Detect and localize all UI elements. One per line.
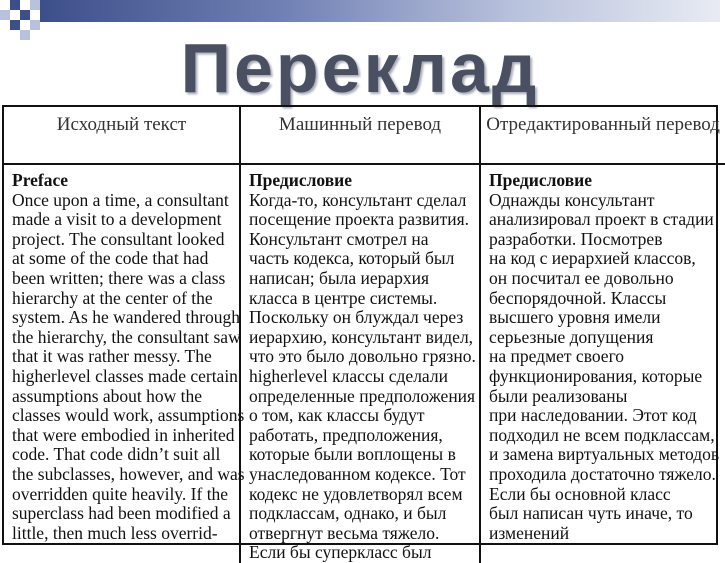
square-icon <box>10 0 20 10</box>
text-line: assumptions about how the <box>12 385 203 406</box>
text-line: разработки. Посмотрев <box>489 228 663 249</box>
text-line: hierarchy at the center of the <box>12 287 213 308</box>
text-line: been written; there was a class <box>12 267 226 288</box>
text-line: at some of the code that had <box>12 248 209 269</box>
square-icon <box>0 10 10 20</box>
source-text-cell <box>4 165 245 563</box>
text-line: that were embodied in inherited <box>12 424 235 445</box>
header-source-text: Исходный текст <box>4 107 241 165</box>
text-line: определенные предположения <box>249 385 476 406</box>
source-heading: Preface <box>12 170 69 190</box>
text-line: the subclasses, however, and was <box>12 463 245 484</box>
text-line: little, then much less overrid- <box>12 522 218 543</box>
text-line: classes would work, assumptions <box>12 405 245 426</box>
text-line: проходила достаточно тяжело. <box>489 463 716 484</box>
square-icon <box>20 10 30 20</box>
text-line: высшего уровня имели <box>489 307 661 328</box>
text-line: Однажды консультант <box>489 189 655 210</box>
text-line: made a visit to a development <box>12 209 222 230</box>
text-line: работать, предположения, <box>249 424 443 445</box>
text-line: system. As he wandered through <box>12 307 240 328</box>
edited-heading: Предисловие <box>489 170 593 190</box>
text-line: Поскольку он блуждал через <box>249 307 464 328</box>
text-line: Если бы основной класс <box>489 483 671 504</box>
text-line: которые были воплощены в <box>249 444 456 465</box>
text-line: анализировал проект в стадии <box>489 209 714 230</box>
text-line: изменений <box>489 522 570 543</box>
square-icon <box>30 0 40 10</box>
text-line: подклассам, однако, и был <box>249 503 447 524</box>
text-line: часть кодекса, который был <box>249 248 455 269</box>
text-line: overridden quite heavily. If the <box>12 483 229 504</box>
text-line: класса в центре системы. <box>249 287 438 308</box>
text-line: что это было довольно грязно. <box>249 346 476 367</box>
text-line: на предмет своего <box>489 346 625 367</box>
text-line: Once upon a time, a consultant <box>12 189 229 210</box>
text-line: были реализованы <box>489 385 628 406</box>
header-gradient-bar <box>40 0 720 22</box>
text-line: беспорядочной. Классы <box>489 287 667 308</box>
machine-translation-cell <box>241 165 481 563</box>
header-edited-translation: Отредактированный перевод <box>481 107 725 165</box>
text-line: и замена виртуальных методов <box>489 444 720 465</box>
text-line: Если бы суперкласс был <box>249 542 432 563</box>
text-line: Когда-то, консультант сделал <box>249 189 467 210</box>
text-line: project. The consultant looked <box>12 228 225 249</box>
text-line: на код с иерархией классов, <box>489 248 696 269</box>
text-line: кодекс не удовлетворял всем <box>249 483 463 504</box>
text-line: серьезные допущения <box>489 326 654 347</box>
text-line: superclass had been modified a <box>12 503 231 524</box>
translation-table <box>2 105 720 563</box>
text-line: посещение проекта развития. <box>249 209 470 230</box>
text-line: был написан чуть иначе, то <box>489 503 693 524</box>
edited-translation-cell <box>481 165 725 563</box>
text-line: Консультант смотрел на <box>249 228 429 249</box>
slide-title: Переклад <box>180 29 540 107</box>
text-line: higherlevel классы сделали <box>249 365 448 386</box>
machine-heading: Предисловие <box>249 170 353 190</box>
text-line: подходил не всем подклассам, <box>489 424 715 445</box>
text-line: при наследовании. Этот код <box>489 405 697 426</box>
text-line: that it was rather messy. The <box>12 346 212 367</box>
text-line: он посчитал ее довольно <box>489 267 674 288</box>
text-line: написан; была иерархия <box>249 267 430 288</box>
text-line: функционирования, которые <box>489 365 703 386</box>
text-line: унаследованном кодексе. Тот <box>249 463 466 484</box>
header-machine-translation: Машинный перевод <box>241 107 481 165</box>
text-line: иерархию, консультант видел, <box>249 326 474 347</box>
text-line: code. That code didn’t suit all <box>12 444 221 465</box>
text-line: о том, как классы будут <box>249 405 425 426</box>
text-line: отвергнут весьма тяжело. <box>249 522 440 543</box>
text-line: higherlevel classes made certain <box>12 365 238 386</box>
text-line: the hierarchy, the consultant saw <box>12 326 241 347</box>
